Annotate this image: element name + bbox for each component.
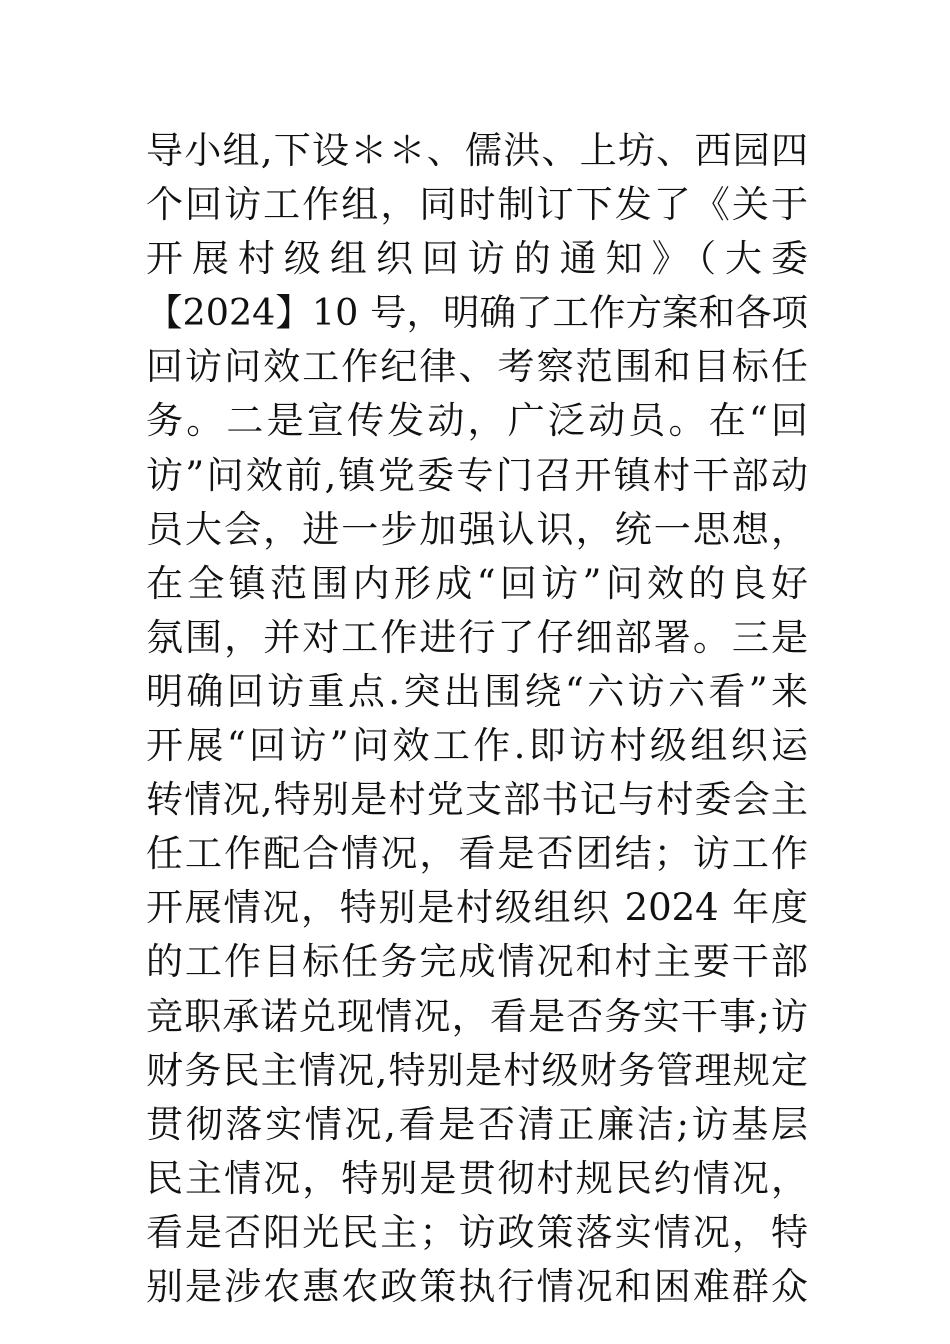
text-line: 回访问效工作纪律、考察范围和目标任: [146, 345, 808, 389]
text-line: 务。二是宣传发动，广泛动员。在“回: [146, 399, 808, 443]
text-line: 竞职承诺兑现情况，看是否务实干事;访: [146, 994, 808, 1038]
text-line: 氛围，并对工作进行了仔细部署。三是: [146, 615, 808, 659]
text-line: 开展“回访”问效工作.即访村级组织运: [146, 724, 808, 768]
text-line: 在全镇范围内形成“回访”问效的良好: [146, 561, 808, 605]
text-line: 财务民主情况,特别是村级财务管理规定: [146, 1048, 808, 1092]
text-line: 明确回访重点.突出围绕“六访六看”来: [146, 669, 808, 713]
text-line: 任工作配合情况，看是否团结；访工作: [146, 832, 808, 876]
text-line: 别是涉农惠农政策执行情况和困难群众: [146, 1264, 808, 1308]
text-line: 个回访工作组，同时制订下发了《关于: [146, 183, 808, 227]
text-line: 看是否阳光民主；访政策落实情况，特: [146, 1210, 808, 1254]
text-line: 开展村级组织回访的通知》（大委: [146, 237, 808, 281]
text-line: 导小组,下设＊＊、儒洪、上坊、西园四: [146, 129, 808, 172]
text-line: 转情况,特别是村党支部书记与村委会主: [146, 778, 808, 822]
text-line: 民主情况，特别是贯彻村规民约情况，: [146, 1156, 808, 1200]
text-line: 员大会，进一步加强认识，统一思想，: [146, 507, 808, 551]
body-paragraph: [146, 124, 808, 1314]
text-line: 开展情况，特别是村级组织 2024 年度: [146, 886, 808, 930]
text-line: 的工作目标任务完成情况和村主要干部: [146, 940, 808, 984]
text-line: 访”问效前,镇党委专门召开镇村干部动: [146, 453, 808, 497]
text-line: 贯彻落实情况,看是否清正廉洁;访基层: [146, 1102, 808, 1146]
text-line: 【2024】10 号，明确了工作方案和各项: [146, 291, 808, 335]
